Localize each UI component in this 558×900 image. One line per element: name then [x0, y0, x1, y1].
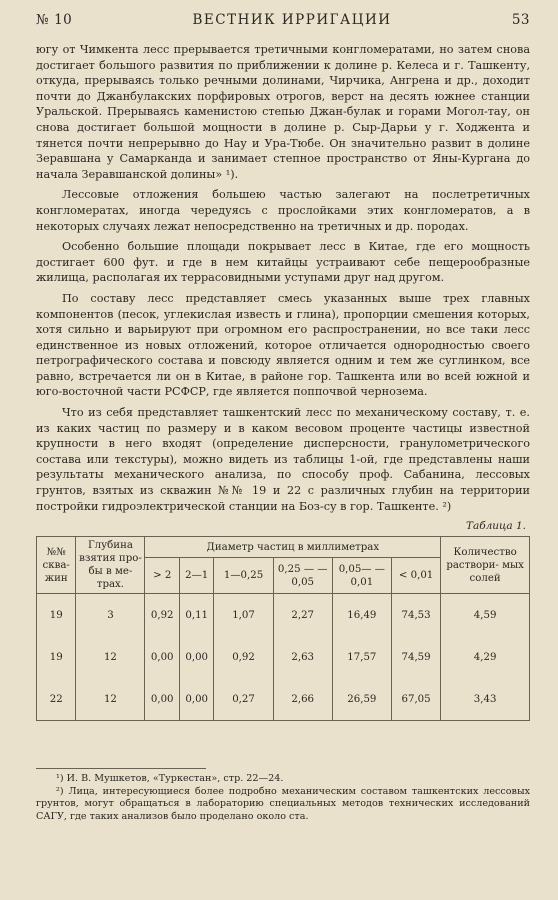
granulometry-table — [36, 536, 530, 721]
table-caption: Таблица 1. — [465, 520, 526, 533]
paragraph: Особенно большие площади покрывает лесс в Китае, где его мощность достигает 600 фут. и где в нем китайцы устраивают себе пещерообразные жилища, располагая их террасовидными уступами друг над другом. — [36, 240, 530, 285]
header-fraction: 2—1 — [179, 558, 214, 594]
table-cell: 0,00 — [145, 678, 180, 721]
header-fraction: 0,05— —0,01 — [332, 558, 391, 594]
paragraph: По составу лесс представляет смесь указанных выше трех главных компонентов (песок, углекислая известь и глина), пропорции смешения которых, хотя сильно и варьируют при огромном его распространении, но все таки лесс единственное из новых отложений, которое отличается однородностью своего петрографического состава и повсюду является одним и тем же суглинком, все равно, встречается ли он в Китае, в районе гор. Ташкента или во всей южной и юго-восточной части РСФСР, где является поппочвой чернозема. — [36, 291, 530, 399]
table-cell: 2,66 — [273, 678, 332, 721]
header-fraction: 1—0,25 — [214, 558, 273, 594]
table-cell: 17,57 — [332, 636, 391, 678]
table-cell: 0,92 — [145, 594, 180, 637]
table-cell: 0,00 — [179, 678, 214, 721]
footnote: ¹) И. В. Мушкетов, «Туркестан», стр. 22—24. — [56, 773, 284, 785]
table-cell: 0,92 — [214, 636, 273, 678]
table-cell: 4,59 — [441, 594, 530, 637]
table-cell: 12 — [76, 678, 145, 721]
table-body — [37, 594, 530, 721]
paragraph: Что из себя представляет ташкентский лесс по механическому составу, т. е. из каких частиц по размеру и в каком весовом проценте частицы известной крупности в него входят (определение дисперсности, гранулометрического состава или текстуры), можно видеть из таблицы 1-ой, где представлены наши результаты механического анализа, по способу проф. Сабанина, лессовых грунтов, взятых из скважин №№ 19 и 22 с различных глубин на территории постройки гидроэлектрической станции на Боз-су в гор. Ташкенте. ²) — [36, 406, 530, 513]
issue-number: № 10 — [36, 12, 73, 28]
table-cell: 12 — [76, 636, 145, 678]
paragraph: югу от Чимкента лесс прерывается третичными конгломератами, но затем снова достигает большого развития по приближении к долине р. Келеса и г. Ташкенту, откуда, прерываясь только речными долинами, Чирчика, Ангрена и др., доходит почти до Джанбулакских порфировых отрогов, верст на десять южнее станции Уральской. Прерываясь каменистою степью Джан-булак и горами Могол-тау, он снова достигает большой мощности в долине р. Сыр-Дарьи у г. Ходжента и тянется почти непрерывно до Нау и Ура-Тюбе. Он значительно развит в долине Зеравшана у Самарканда и занимает степное пространство от Яны-Кургана до начала Зеравшанской долины» ¹). — [36, 43, 530, 181]
header-diameter: Диаметр частиц в миллиметрах — [145, 537, 441, 558]
table-row — [37, 594, 530, 637]
table-cell: 67,05 — [391, 678, 440, 721]
table-cell: 19 — [37, 594, 76, 637]
footnote: ²) Лица, интересующиеся более подробно механическим составом ташкентских лессовых грунтов, могут обращаться в лабораторию специальных методов технических исследований САГУ, где таких анализов было проделано около ста. — [36, 785, 530, 822]
table-cell: 2,63 — [273, 636, 332, 678]
header-fraction: < 0,01 — [391, 558, 440, 594]
table-cell: 0,00 — [145, 636, 180, 678]
body-text — [36, 42, 530, 514]
header-fraction: > 2 — [145, 558, 180, 594]
table-cell: 0,27 — [214, 678, 273, 721]
header-well: №№ сква- жин — [37, 537, 76, 594]
table-cell: 26,59 — [332, 678, 391, 721]
header-fraction: 0,25 — —0,05 — [273, 558, 332, 594]
table-cell: 1,07 — [214, 594, 273, 637]
footnote-divider — [36, 768, 206, 769]
table-cell: 19 — [37, 636, 76, 678]
table-cell: 22 — [37, 678, 76, 721]
header-salts: Количество раствори- мых солей — [441, 537, 530, 594]
table-cell: 3 — [76, 594, 145, 637]
journal-title: ВЕСТНИК ИРРИГАЦИИ — [192, 12, 392, 28]
paragraph: Лессовые отложения большею частью залегают на послетретичных конгломератах, иногда чередуясь с прослойками этих конгломератов, а в некоторых случаях лежат непосредственно на третичных и др. породах. — [36, 188, 530, 233]
footnotes — [36, 768, 530, 823]
table-row — [37, 636, 530, 678]
page-number: 53 — [511, 12, 530, 28]
table-row — [37, 678, 530, 721]
table-cell: 74,59 — [391, 636, 440, 678]
table-cell: 0,11 — [179, 594, 214, 637]
table-cell: 16,49 — [332, 594, 391, 637]
header-depth: Глубина взятия про- бы в ме- трах. — [76, 537, 145, 594]
table-cell: 2,27 — [273, 594, 332, 637]
table-cell: 3,43 — [441, 678, 530, 721]
page-header — [36, 12, 530, 34]
table-cell: 4,29 — [441, 636, 530, 678]
table-cell: 0,00 — [179, 636, 214, 678]
table-cell: 74,53 — [391, 594, 440, 637]
